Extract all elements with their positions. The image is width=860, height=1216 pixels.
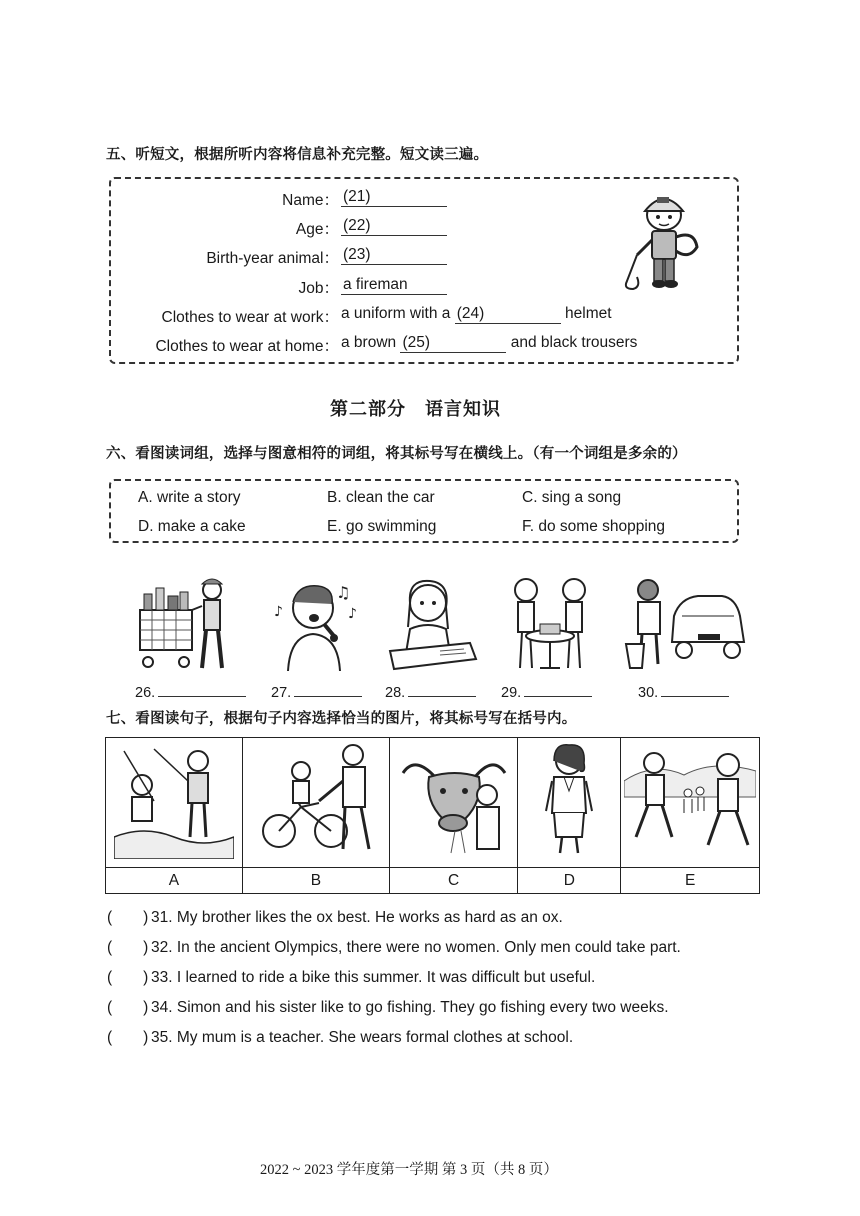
picture-d-cell — [518, 738, 621, 868]
picture-e-cell — [621, 738, 760, 868]
answer-blank-24[interactable]: (24) — [455, 305, 561, 324]
answer-line-30[interactable]: 30. — [638, 682, 729, 701]
answer-blank-25[interactable]: (25) — [400, 334, 506, 353]
label-c: C — [389, 868, 517, 894]
option-f: F. do some shopping — [522, 518, 666, 535]
answer-paren-32[interactable]: ( ) — [107, 939, 149, 956]
question-31: ( ) 31. My brother likes the ox best. He works as hard as an ox. — [107, 905, 563, 927]
making-cake-picture — [500, 572, 600, 676]
writing-girl-picture — [380, 573, 480, 675]
ox-picture — [395, 741, 513, 859]
answer-line-26[interactable]: 26. — [135, 682, 246, 701]
label-d: D — [518, 868, 621, 894]
answer-paren-35[interactable]: ( ) — [107, 1029, 149, 1046]
label-e: E — [621, 868, 760, 894]
shopping-cart-picture — [132, 572, 232, 676]
info-label: Age： — [295, 221, 339, 238]
fireman-illustration — [619, 185, 709, 295]
question-34: ( ) 34. Simon and his sister like to go fishing. They go fishing every two weeks. — [107, 995, 669, 1017]
option-b: B. clean the car — [327, 489, 435, 506]
info-label: Clothes to wear at work： — [161, 309, 339, 326]
option-a: A. write a story — [138, 489, 241, 506]
question-33: ( ) 33. I learned to ride a bike this summer. It was difficult but useful. — [107, 965, 595, 987]
answer-blank-21[interactable]: (21) — [341, 188, 447, 207]
section5-heading: 五、听短文，根据所听内容将信息补充完整。短文读三遍。 — [106, 147, 489, 163]
singing-boy-picture — [268, 576, 368, 674]
fishing-picture — [114, 741, 234, 859]
answer-blank-23[interactable]: (23) — [341, 246, 447, 265]
answer-line-27[interactable]: 27. — [271, 682, 362, 701]
section7-heading: 七、看图读句子，根据句子内容选择恰当的图片，将其标号写在括号内。 — [106, 711, 577, 727]
teacher-picture — [524, 741, 614, 859]
page-footer: 2022 ~ 2023 学年度第一学期 第 3 页（共 8 页） — [260, 1162, 558, 1178]
section5-info-box: Name： (21) Age： (22) Birth-year animal： (23) Job： a fireman Clothes to wear at work： a uniform with a (24) helmet Clothes to wear at home： a brown (25) and black trousers — [109, 177, 739, 364]
label-a: A — [106, 868, 243, 894]
question-35: ( ) 35. My mum is a teacher. She wears formal clothes at school. — [107, 1025, 573, 1047]
svg-text:♫: ♫ — [336, 583, 351, 602]
bike-riding-picture — [249, 741, 383, 859]
question-32: ( ) 32. In the ancient Olympics, there were no women. Only men could take part. — [107, 935, 681, 957]
info-label: Clothes to wear at home： — [155, 338, 339, 355]
answer-line-29[interactable]: 29. — [501, 682, 592, 701]
info-label: Name： — [282, 192, 339, 209]
answer-blank-22[interactable]: (22) — [341, 217, 447, 236]
answer-paren-33[interactable]: ( ) — [107, 969, 149, 986]
label-b: B — [242, 868, 389, 894]
section6-heading: 六、看图读词组，选择与图意相符的词组，将其标号写在横线上。（有一个词组是多余的） — [106, 446, 687, 462]
answer-paren-34[interactable]: ( ) — [107, 999, 149, 1016]
info-label: Birth-year animal： — [206, 250, 339, 267]
picture-a-cell — [106, 738, 243, 868]
answer-job: a fireman — [341, 276, 447, 295]
washing-car-picture — [622, 572, 746, 676]
answer-paren-31[interactable]: ( ) — [107, 909, 149, 926]
option-c: C. sing a song — [522, 489, 622, 506]
section6-options-box — [109, 479, 739, 543]
picture-b-cell — [242, 738, 389, 868]
running-race-picture — [624, 741, 756, 859]
option-d: D. make a cake — [138, 518, 246, 535]
part2-title: 第二部分 语言知识 — [330, 399, 501, 420]
svg-text:♪: ♪ — [274, 604, 283, 620]
picture-table — [105, 737, 760, 894]
answer-line-28[interactable]: 28. — [385, 682, 476, 701]
info-label: Job： — [298, 280, 339, 297]
picture-c-cell — [389, 738, 517, 868]
option-e: E. go swimming — [327, 518, 437, 535]
svg-text:♪: ♪ — [348, 606, 357, 622]
